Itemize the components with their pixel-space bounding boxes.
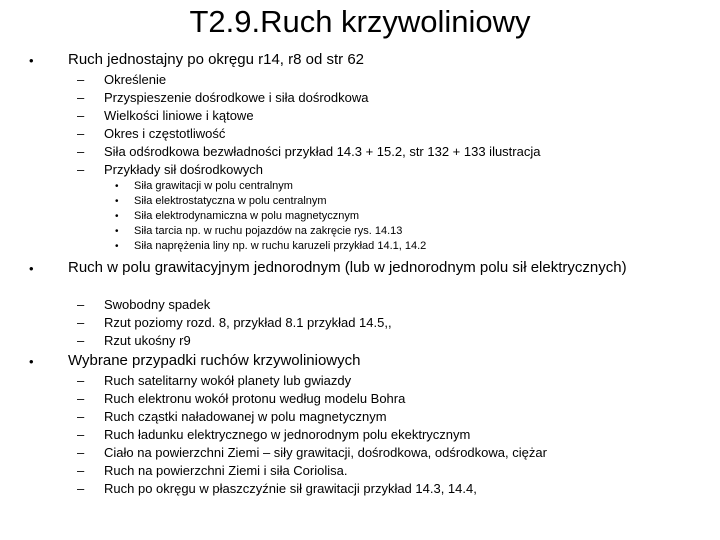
list-item: Ruch na powierzchni Ziemi i siła Coriolisa. [104, 463, 348, 478]
bullet-marker: • [29, 354, 34, 369]
dash-marker: – [77, 144, 85, 159]
dash-marker: – [77, 409, 85, 424]
dash-marker: – [77, 373, 85, 388]
bullet-marker: • [29, 53, 34, 68]
list-item: Ruch elektronu wokół protonu według modelu Bohra [104, 391, 406, 406]
list-item: Przykłady sił dośrodkowych [104, 162, 263, 177]
section-heading: Wybrane przypadki ruchów krzywoliniowych [68, 352, 361, 369]
sub-list-item: Siła naprężenia liny np. w ruchu karuzeli przykład 14.1, 14.2 [134, 240, 427, 252]
dash-marker: – [77, 427, 85, 442]
dash-marker: – [77, 297, 85, 312]
bullet-marker: • [115, 226, 119, 237]
list-item: Wielkości liniowe i kątowe [104, 108, 254, 123]
bullet-marker: • [115, 241, 119, 252]
dash-marker: – [77, 391, 85, 406]
list-item: Ruch po okręgu w płaszczyźnie sił grawitacji przykład 14.3, 14.4, [104, 481, 477, 496]
dash-marker: – [77, 126, 85, 141]
section-heading: Ruch jednostajny po okręgu r14, r8 od str 62 [68, 51, 365, 68]
list-item: Siła odśrodkowa bezwładności przykład 14.3 + 15.2, str 132 + 133 ilustracja [104, 144, 541, 159]
sub-list-item: Siła tarcia np. w ruchu pojazdów na zakręcie rys. 14.13 [134, 225, 403, 237]
sub-list-item: Siła elektrostatyczna w polu centralnym [134, 195, 327, 207]
list-item: Rzut poziomy rozd. 8, przykład 8.1 przykład 14.5,, [104, 315, 392, 330]
dash-marker: – [77, 108, 85, 123]
bullet-marker: • [29, 261, 34, 276]
list-item: Ruch ładunku elektrycznego w jednorodnym polu ekektrycznym [104, 427, 471, 442]
dash-marker: – [77, 162, 85, 177]
dash-marker: – [77, 72, 85, 87]
sub-list-item: Siła grawitacji w polu centralnym [134, 180, 293, 192]
list-item: Rzut ukośny r9 [104, 333, 191, 348]
list-item: Swobodny spadek [104, 297, 211, 312]
list-item: Określenie [104, 72, 167, 87]
sub-list-item: Siła elektrodynamiczna w polu magnetycznym [134, 210, 359, 222]
slide-title: T2.9.Ruch krzywoliniowy [189, 4, 531, 39]
list-item: Ciało na powierzchni Ziemi – siły grawitacji, dośrodkowa, odśrodkowa, ciężar [104, 445, 547, 460]
bullet-marker: • [115, 211, 119, 222]
section-heading: Ruch w polu grawitacyjnym jednorodnym (lub w jednorodnym polu sił elektrycznych) [68, 259, 627, 276]
dash-marker: – [77, 481, 85, 496]
dash-marker: – [77, 463, 85, 478]
bullet-marker: • [115, 196, 119, 207]
bullet-marker: • [115, 181, 119, 192]
dash-marker: – [77, 90, 85, 105]
list-item: Przyspieszenie dośrodkowe i siła dośrodkowa [104, 90, 369, 105]
dash-marker: – [77, 333, 85, 348]
list-item: Ruch cząstki naładowanej w polu magnetycznym [104, 409, 387, 424]
list-item: Ruch satelitarny wokół planety lub gwiazdy [104, 373, 352, 388]
dash-marker: – [77, 315, 85, 330]
dash-marker: – [77, 445, 85, 460]
list-item: Okres i częstotliwość [104, 126, 226, 141]
